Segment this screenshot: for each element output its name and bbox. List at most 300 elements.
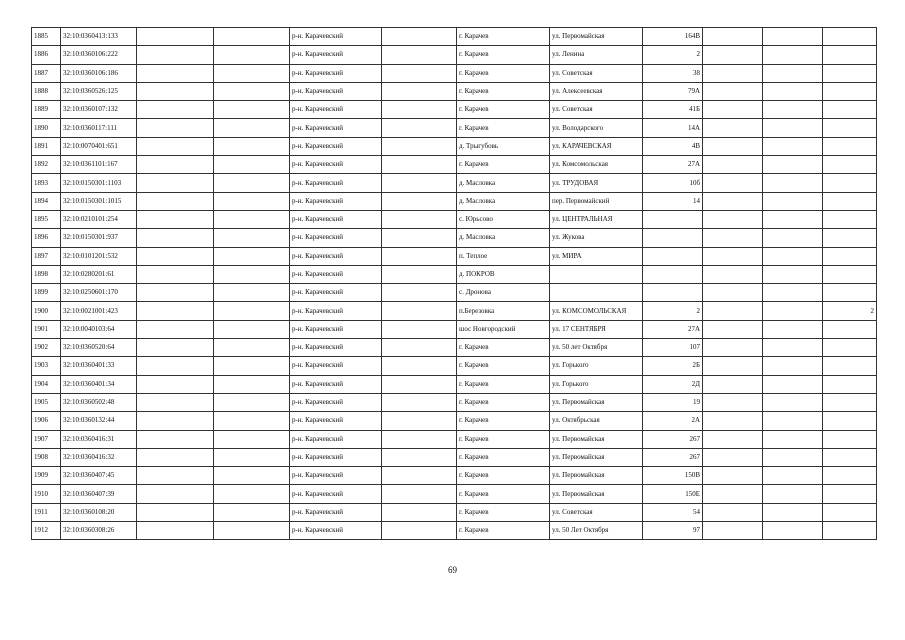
- cell-col-11: [763, 320, 823, 338]
- cell-col-3: [137, 339, 214, 357]
- cell-street: ул. Горького: [550, 375, 643, 393]
- cell-district: р-н. Карачевский: [290, 156, 382, 174]
- cell-col-10: [703, 156, 763, 174]
- cell-col-6: [382, 357, 457, 375]
- cell-col-4: [214, 64, 290, 82]
- cell-col-6: [382, 393, 457, 411]
- cell-cadastral-number: 32:10:0210101:254: [61, 210, 137, 228]
- cell-col-3: [137, 101, 214, 119]
- cell-col-4: [214, 284, 290, 302]
- table-row: [32, 320, 877, 338]
- cell-house-number: 4В: [643, 137, 703, 155]
- cell-row-number: 1895: [32, 210, 61, 228]
- cell-col-4: [214, 467, 290, 485]
- cell-street: ул. Первомайская: [550, 430, 643, 448]
- cell-col-3: [137, 357, 214, 375]
- cell-col-10: [703, 375, 763, 393]
- table-body: [32, 28, 877, 540]
- cell-house-number: 14: [643, 192, 703, 210]
- cell-col-4: [214, 448, 290, 466]
- cell-col-6: [382, 375, 457, 393]
- cell-district: р-н. Карачевский: [290, 46, 382, 64]
- cell-district: р-н. Карачевский: [290, 265, 382, 283]
- cell-district: р-н. Карачевский: [290, 82, 382, 100]
- cell-row-number: 1909: [32, 467, 61, 485]
- cell-cadastral-number: 32:10:0360502:48: [61, 393, 137, 411]
- cell-locality: г. Карачев: [457, 46, 550, 64]
- cell-locality: г. Карачев: [457, 357, 550, 375]
- cell-row-number: 1908: [32, 448, 61, 466]
- table-row: [32, 119, 877, 137]
- cell-street: [550, 284, 643, 302]
- cell-col-12: [823, 412, 877, 430]
- cell-col-12: [823, 467, 877, 485]
- cell-col-11: [763, 156, 823, 174]
- cell-col-12: [823, 210, 877, 228]
- cell-col-4: [214, 375, 290, 393]
- cell-house-number: 2: [643, 46, 703, 64]
- cell-col-6: [382, 339, 457, 357]
- cell-col-11: [763, 393, 823, 411]
- table-row: [32, 210, 877, 228]
- cell-cadastral-number: 32:10:0360407:45: [61, 467, 137, 485]
- cell-district: р-н. Карачевский: [290, 320, 382, 338]
- cell-col-4: [214, 101, 290, 119]
- cell-cadastral-number: 32:10:0040103:64: [61, 320, 137, 338]
- cell-col-10: [703, 302, 763, 320]
- cell-col-12: [823, 375, 877, 393]
- table-row: [32, 101, 877, 119]
- cell-col-10: [703, 229, 763, 247]
- cell-col-10: [703, 412, 763, 430]
- cell-cadastral-number: 32:10:0021001:423: [61, 302, 137, 320]
- cell-col-10: [703, 119, 763, 137]
- cell-street: ул. Первомайская: [550, 393, 643, 411]
- cell-street: ул. Первомайская: [550, 467, 643, 485]
- cell-district: р-н. Карачевский: [290, 357, 382, 375]
- cell-col-3: [137, 265, 214, 283]
- cell-col-6: [382, 247, 457, 265]
- table-row: [32, 28, 877, 46]
- cell-cadastral-number: 32:10:0360308:26: [61, 522, 137, 540]
- cell-district: р-н. Карачевский: [290, 210, 382, 228]
- cell-col-6: [382, 101, 457, 119]
- table-row: [32, 156, 877, 174]
- cell-street: ул. 50 лет Октября: [550, 339, 643, 357]
- cell-col-3: [137, 137, 214, 155]
- cell-col-3: [137, 503, 214, 521]
- cell-col-3: [137, 229, 214, 247]
- cell-col-10: [703, 174, 763, 192]
- cell-col-11: [763, 339, 823, 357]
- cell-cadastral-number: 32:10:0361101:167: [61, 156, 137, 174]
- cell-col-3: [137, 430, 214, 448]
- cell-street: ул. Володарского: [550, 119, 643, 137]
- cell-street: ул. Алексеевская: [550, 82, 643, 100]
- cell-house-number: 41Б: [643, 101, 703, 119]
- cell-locality: г. Карачев: [457, 339, 550, 357]
- cell-row-number: 1890: [32, 119, 61, 137]
- cell-col-3: [137, 119, 214, 137]
- cell-col-4: [214, 247, 290, 265]
- cell-house-number: 2Б: [643, 357, 703, 375]
- cell-house-number: 38: [643, 64, 703, 82]
- cell-col-10: [703, 522, 763, 540]
- cell-col-6: [382, 156, 457, 174]
- cell-col-10: [703, 430, 763, 448]
- cell-col-4: [214, 339, 290, 357]
- cell-col-4: [214, 357, 290, 375]
- cell-cadastral-number: 32:10:0360108:20: [61, 503, 137, 521]
- registry-table: [31, 27, 877, 540]
- table-row: [32, 284, 877, 302]
- cell-col-11: [763, 210, 823, 228]
- cell-col-6: [382, 430, 457, 448]
- cell-house-number: [643, 210, 703, 228]
- table-row: [32, 412, 877, 430]
- cell-row-number: 1886: [32, 46, 61, 64]
- cell-col-3: [137, 28, 214, 46]
- cell-col-11: [763, 284, 823, 302]
- cell-col-4: [214, 28, 290, 46]
- cell-row-number: 1907: [32, 430, 61, 448]
- cell-col-4: [214, 137, 290, 155]
- cell-locality: г. Карачев: [457, 503, 550, 521]
- cell-cadastral-number: 32:10:0360117:111: [61, 119, 137, 137]
- cell-col-4: [214, 393, 290, 411]
- cell-street: ул. Первомайская: [550, 28, 643, 46]
- cell-col-3: [137, 210, 214, 228]
- table-row: [32, 357, 877, 375]
- cell-cadastral-number: 32:10:0360401:34: [61, 375, 137, 393]
- cell-district: р-н. Карачевский: [290, 28, 382, 46]
- cell-col-11: [763, 302, 823, 320]
- cell-locality: п.Березовка: [457, 302, 550, 320]
- cell-col-3: [137, 467, 214, 485]
- cell-street: ул. ЦЕНТРАЛЬНАЯ: [550, 210, 643, 228]
- cell-district: р-н. Карачевский: [290, 393, 382, 411]
- cell-col-6: [382, 229, 457, 247]
- cell-locality: г. Карачев: [457, 412, 550, 430]
- cell-col-6: [382, 137, 457, 155]
- cell-col-4: [214, 302, 290, 320]
- cell-house-number: [643, 247, 703, 265]
- cell-cadastral-number: 32:10:0150301:937: [61, 229, 137, 247]
- cell-col-6: [382, 412, 457, 430]
- cell-district: р-н. Карачевский: [290, 485, 382, 503]
- table-row: [32, 522, 877, 540]
- cell-house-number: 2: [643, 302, 703, 320]
- cell-col-4: [214, 119, 290, 137]
- cell-locality: г. Карачев: [457, 64, 550, 82]
- cell-locality: г. Карачев: [457, 156, 550, 174]
- cell-house-number: 19: [643, 393, 703, 411]
- cell-house-number: 150В: [643, 467, 703, 485]
- cell-house-number: 10б: [643, 174, 703, 192]
- cell-col-6: [382, 192, 457, 210]
- cell-row-number: 1896: [32, 229, 61, 247]
- cell-col-10: [703, 137, 763, 155]
- table-row: [32, 339, 877, 357]
- cell-col-6: [382, 467, 457, 485]
- cell-col-12: [823, 229, 877, 247]
- cell-street: пер. Первомайский: [550, 192, 643, 210]
- table-row: [32, 448, 877, 466]
- cell-district: р-н. Карачевский: [290, 412, 382, 430]
- cell-col-4: [214, 503, 290, 521]
- cell-cadastral-number: 32:10:0101201:532: [61, 247, 137, 265]
- cell-row-number: 1910: [32, 485, 61, 503]
- table-row: [32, 467, 877, 485]
- cell-col-4: [214, 320, 290, 338]
- cell-col-10: [703, 265, 763, 283]
- cell-row-number: 1887: [32, 64, 61, 82]
- cell-col-11: [763, 192, 823, 210]
- table-row: [32, 64, 877, 82]
- cell-col-6: [382, 320, 457, 338]
- cell-street: ул. Советская: [550, 64, 643, 82]
- cell-col-11: [763, 247, 823, 265]
- cell-cadastral-number: 32:10:0360413:133: [61, 28, 137, 46]
- cell-district: р-н. Карачевский: [290, 101, 382, 119]
- table-row: [32, 192, 877, 210]
- cell-col-11: [763, 64, 823, 82]
- cell-cadastral-number: 32:10:0360520:64: [61, 339, 137, 357]
- table-row: [32, 229, 877, 247]
- table-row: [32, 485, 877, 503]
- cell-col-11: [763, 28, 823, 46]
- cell-col-3: [137, 156, 214, 174]
- cell-row-number: 1900: [32, 302, 61, 320]
- cell-cadastral-number: 32:10:0250601:170: [61, 284, 137, 302]
- cell-street: ул. Горького: [550, 357, 643, 375]
- cell-col-6: [382, 28, 457, 46]
- cell-district: р-н. Карачевский: [290, 522, 382, 540]
- cell-locality: г. Карачев: [457, 101, 550, 119]
- cell-locality: г. Карачев: [457, 119, 550, 137]
- cell-district: р-н. Карачевский: [290, 174, 382, 192]
- cell-street: ул. КОМСОМОЛЬСКАЯ: [550, 302, 643, 320]
- cell-cadastral-number: 32:10:0150301:1015: [61, 192, 137, 210]
- cell-col-11: [763, 485, 823, 503]
- cell-row-number: 1902: [32, 339, 61, 357]
- cell-col-12: [823, 247, 877, 265]
- cell-house-number: 54: [643, 503, 703, 521]
- cell-street: ул. 17 СЕНТЯБРЯ: [550, 320, 643, 338]
- cell-locality: д. ПОКРОВ: [457, 265, 550, 283]
- cell-col-12: [823, 137, 877, 155]
- cell-cadastral-number: 32:10:0360526:125: [61, 82, 137, 100]
- table-row: [32, 302, 877, 320]
- cell-street: [550, 265, 643, 283]
- cell-row-number: 1912: [32, 522, 61, 540]
- cell-locality: д. Масловка: [457, 229, 550, 247]
- cell-col-11: [763, 265, 823, 283]
- cell-col-10: [703, 247, 763, 265]
- cell-col-12: [823, 174, 877, 192]
- cell-col-12: [823, 119, 877, 137]
- cell-col-6: [382, 485, 457, 503]
- cell-col-11: [763, 229, 823, 247]
- cell-street: ул. МИРА: [550, 247, 643, 265]
- cell-col-10: [703, 320, 763, 338]
- cell-col-3: [137, 320, 214, 338]
- cell-house-number: 79А: [643, 82, 703, 100]
- cell-row-number: 1894: [32, 192, 61, 210]
- cell-col-12: [823, 64, 877, 82]
- cell-cadastral-number: 32:10:0360407:39: [61, 485, 137, 503]
- cell-col-10: [703, 448, 763, 466]
- cell-cadastral-number: 32:10:0360106:186: [61, 64, 137, 82]
- cell-locality: г. Карачев: [457, 485, 550, 503]
- cell-house-number: 2А: [643, 412, 703, 430]
- cell-locality: д. Трыгубовь: [457, 137, 550, 155]
- cell-col-3: [137, 247, 214, 265]
- cell-row-number: 1899: [32, 284, 61, 302]
- cell-district: р-н. Карачевский: [290, 375, 382, 393]
- cell-cadastral-number: 32:10:0360106:222: [61, 46, 137, 64]
- cell-col-12: [823, 430, 877, 448]
- cell-col-11: [763, 448, 823, 466]
- table-row: [32, 82, 877, 100]
- cell-col-12: [823, 503, 877, 521]
- cell-cadastral-number: 32:10:0360401:33: [61, 357, 137, 375]
- cell-col-10: [703, 46, 763, 64]
- cell-street: ул. Октябрьская: [550, 412, 643, 430]
- cell-col-12: [823, 485, 877, 503]
- cell-locality: г. Карачев: [457, 82, 550, 100]
- cell-col-10: [703, 467, 763, 485]
- cell-col-4: [214, 46, 290, 64]
- cell-district: р-н. Карачевский: [290, 119, 382, 137]
- cell-col-4: [214, 210, 290, 228]
- cell-locality: с. Юрьсово: [457, 210, 550, 228]
- cell-district: р-н. Карачевский: [290, 339, 382, 357]
- cell-col-12: [823, 339, 877, 357]
- cell-cadastral-number: 32:10:0360107:132: [61, 101, 137, 119]
- cell-col-11: [763, 503, 823, 521]
- cell-col-12: [823, 393, 877, 411]
- page-number: 69: [448, 565, 457, 575]
- cell-col-4: [214, 82, 290, 100]
- cell-col-10: [703, 210, 763, 228]
- cell-locality: с. Дронова: [457, 284, 550, 302]
- table-row: [32, 137, 877, 155]
- cell-col-11: [763, 467, 823, 485]
- cell-house-number: [643, 229, 703, 247]
- cell-street: ул. Первомайская: [550, 485, 643, 503]
- cell-cadastral-number: 32:10:0360416:32: [61, 448, 137, 466]
- cell-col-3: [137, 448, 214, 466]
- cell-house-number: 267: [643, 448, 703, 466]
- cell-col-3: [137, 174, 214, 192]
- cell-locality: шос Новгородский: [457, 320, 550, 338]
- cell-col-3: [137, 302, 214, 320]
- cell-col-12: [823, 357, 877, 375]
- cell-col-11: [763, 46, 823, 64]
- cell-locality: г. Карачев: [457, 393, 550, 411]
- cell-house-number: [643, 265, 703, 283]
- cell-district: р-н. Карачевский: [290, 284, 382, 302]
- cell-district: р-н. Карачевский: [290, 302, 382, 320]
- cell-row-number: 1891: [32, 137, 61, 155]
- cell-col-10: [703, 485, 763, 503]
- cell-street: ул. Советская: [550, 503, 643, 521]
- cell-col-3: [137, 375, 214, 393]
- cell-col-6: [382, 210, 457, 228]
- cell-col-6: [382, 82, 457, 100]
- cell-house-number: [643, 284, 703, 302]
- cell-col-6: [382, 302, 457, 320]
- cell-street: ул. КАРАЧЕВСКАЯ: [550, 137, 643, 155]
- cell-col-6: [382, 64, 457, 82]
- cell-house-number: 97: [643, 522, 703, 540]
- cell-district: р-н. Карачевский: [290, 192, 382, 210]
- cell-row-number: 1906: [32, 412, 61, 430]
- cell-col-10: [703, 64, 763, 82]
- cell-col-10: [703, 192, 763, 210]
- cell-district: р-н. Карачевский: [290, 448, 382, 466]
- cell-district: р-н. Карачевский: [290, 137, 382, 155]
- cell-col-4: [214, 265, 290, 283]
- cell-col-11: [763, 82, 823, 100]
- cell-locality: д. Масловка: [457, 174, 550, 192]
- cell-district: р-н. Карачевский: [290, 430, 382, 448]
- cell-col-11: [763, 137, 823, 155]
- cell-col-10: [703, 357, 763, 375]
- cell-col-4: [214, 156, 290, 174]
- cell-col-12: [823, 448, 877, 466]
- cell-col-10: [703, 284, 763, 302]
- cell-locality: д. Масловка: [457, 192, 550, 210]
- table-row: [32, 393, 877, 411]
- cell-cadastral-number: 32:10:0280201:61: [61, 265, 137, 283]
- cell-col-6: [382, 503, 457, 521]
- cell-col-11: [763, 357, 823, 375]
- cell-district: р-н. Карачевский: [290, 64, 382, 82]
- cell-col-4: [214, 412, 290, 430]
- cell-locality: г. Карачев: [457, 430, 550, 448]
- cell-house-number: 107: [643, 339, 703, 357]
- cell-district: р-н. Карачевский: [290, 229, 382, 247]
- cell-row-number: 1888: [32, 82, 61, 100]
- cell-col-12: [823, 82, 877, 100]
- cell-col-11: [763, 522, 823, 540]
- cell-col-3: [137, 46, 214, 64]
- cell-street: ул. Комсомольская: [550, 156, 643, 174]
- table-row: [32, 430, 877, 448]
- cell-cadastral-number: 32:10:0360416:31: [61, 430, 137, 448]
- cell-row-number: 1885: [32, 28, 61, 46]
- cell-col-3: [137, 192, 214, 210]
- cell-col-11: [763, 412, 823, 430]
- cell-cadastral-number: 32:10:0150301:1103: [61, 174, 137, 192]
- cell-row-number: 1892: [32, 156, 61, 174]
- cell-street: ул. Первомайская: [550, 448, 643, 466]
- cell-col-10: [703, 393, 763, 411]
- cell-locality: г. Карачев: [457, 522, 550, 540]
- cell-col-12: [823, 265, 877, 283]
- cell-street: ул. ТРУДОВАЯ: [550, 174, 643, 192]
- cell-street: ул. Жукова: [550, 229, 643, 247]
- cell-col-6: [382, 522, 457, 540]
- cell-col-10: [703, 339, 763, 357]
- cell-house-number: 27А: [643, 156, 703, 174]
- cell-locality: г. Карачев: [457, 375, 550, 393]
- cell-col-12: [823, 46, 877, 64]
- cell-row-number: 1889: [32, 101, 61, 119]
- cell-col-11: [763, 119, 823, 137]
